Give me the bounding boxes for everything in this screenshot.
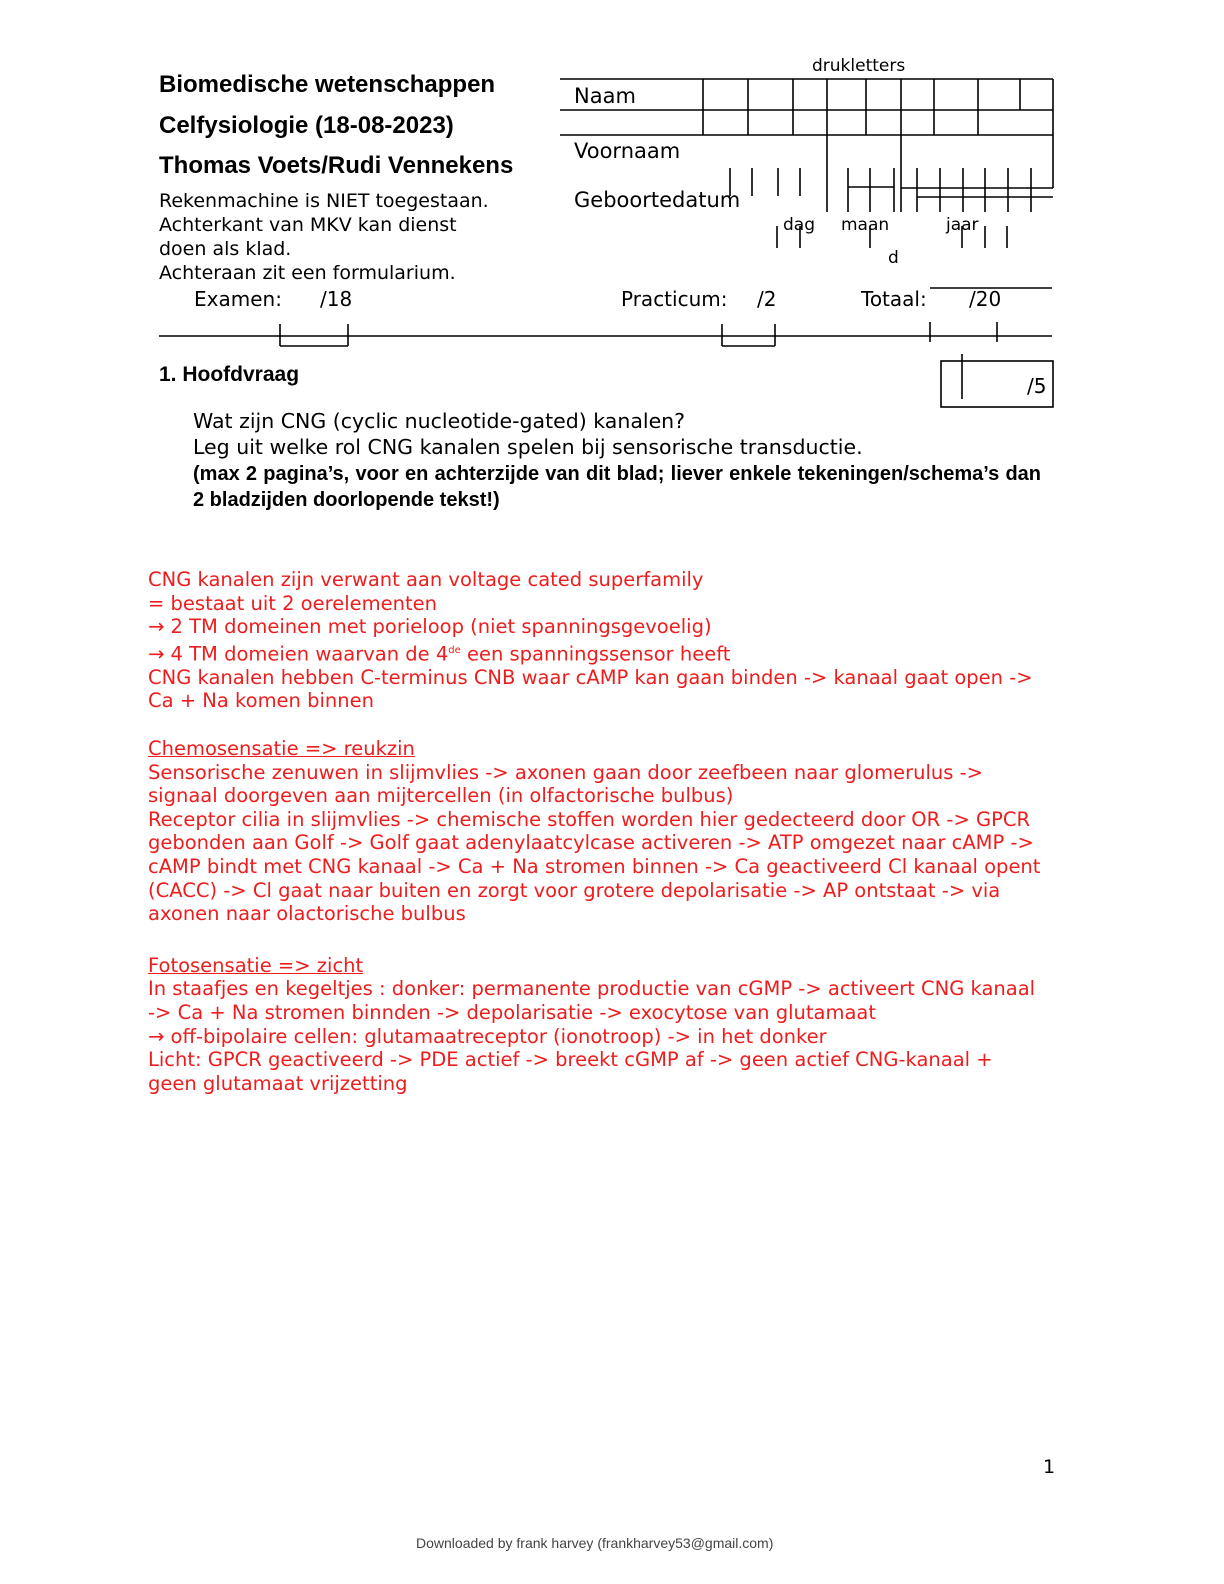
info-line-2: Achterkant van MKV kan dienst [159,214,457,236]
answer-p1-line-4 [148,639,1040,666]
teachers: Thomas Voets/Rudi Vennekens [159,152,514,179]
exam-title: Celfysiologie (18-08-2023) [159,112,454,139]
answer-p1-line: CNG kanalen hebben C-terminus CNB waar cAMP kan gaan binden -> kanaal gaat open -> [148,665,1033,689]
info-line-4: Achteraan zit een formularium. [159,262,456,284]
chemo-line: cAMP bindt met CNG kanaal -> Ca + Na stromen binnen -> Ca geactiveerd Cl kanaal opent [148,855,1041,879]
chemo-line: axonen naar olactorische bulbus [148,902,466,926]
geboortedatum-label: Geboortedatum [574,188,741,212]
practicum-label: Practicum: [621,287,728,311]
course-title: Biomedische wetenschappen [159,71,496,98]
maand-d-label: d [888,248,899,268]
answer-block [148,568,1040,1095]
answer-p1-line: CNG kanalen zijn verwant aan voltage cated superfamily [148,568,704,591]
foto-heading: Fotosensatie => zicht [148,953,364,977]
dag-label: dag [783,215,815,235]
examen-max: /18 [320,287,353,311]
totaal-max: /20 [969,287,1002,311]
question-line-1: Wat zijn CNG (cyclic nucleotide-gated) kanalen? [193,409,686,433]
foto-line: geen glutamaat vrijzetting [148,1071,408,1095]
info-line-3: doen als klad. [159,238,292,260]
chemo-line: Sensorische zenuwen in slijmvlies -> axonen gaan door zeefbeen naar glomerulus -> [148,760,983,784]
voornaam-label: Voornaam [574,139,681,163]
chemo-line: Receptor cilia in slijmvlies -> chemische stoffen worden hier gedecteerd door OR -> GPCR [148,807,1031,831]
chemo-line: signaal doorgeven aan mijtercellen (in olfactorische bulbus) [148,784,734,808]
chemo-heading: Chemosensatie => reukzin [148,737,415,761]
jaar-label: jaar [946,215,979,235]
question-max: /5 [1027,374,1047,398]
answer-p1-line: Ca + Na komen binnen [148,689,374,713]
answer-p1-line: → 2 TM domeinen met porieloop (niet spanningsgevoelig) [148,615,712,639]
answer-p1-line: = bestaat uit 2 oerelementen [148,591,437,615]
naam-label: Naam [574,84,636,108]
info-line-1: Rekenmachine is NIET toegestaan. [159,190,489,212]
practicum-max: /2 [757,287,777,311]
foto-line: Licht: GPCR geactiveerd -> PDE actief -> breekt cGMP af -> geen actief CNG-kanaal + [148,1048,993,1072]
chemo-line: (CACC) -> Cl gaat naar buiten en zorgt voor grotere depolarisatie -> AP ontstaat -> via [148,878,1001,902]
page-number: 1 [1043,1456,1056,1478]
maan-label: maan [841,215,890,235]
drukletters-label: drukletters [812,56,906,76]
foto-line: → off-bipolaire cellen: glutamaatreceptor (ionotroop) -> in het donker [148,1024,827,1048]
foto-line: In staafjes en kegeltjes : donker: permanente productie van cGMP -> activeert CNG kanaal [148,977,1036,1001]
answer-p1-l4-before: → 4 TM domeien waarvan de 4 [148,642,449,666]
foto-line: -> Ca + Na stromen binnden -> depolarisatie -> exocytose van glutamaat [148,1001,876,1024]
download-footer: Downloaded by frank harvey (frankharvey53@gmail.com) [416,1535,774,1551]
question-instruction: (max 2 pagina’s, voor en achterzijde van dit blad; liever enkele tekeningen/schema’s dan 2 bladzijden doorlopende tekst!) [193,463,1041,511]
answer-p1-l4-sup: de [448,644,461,656]
answer-p1-l4-after: een spanningssensor heeft [460,642,731,666]
examen-label: Examen: [194,287,282,311]
question-title: 1. Hoofdvraag [159,363,300,386]
question-line-2: Leg uit welke rol CNG kanalen spelen bij sensorische transductie. [193,435,863,459]
chemo-line: gebonden aan Golf -> Golf gaat adenylaatcylcase activeren -> ATP omgezet naar cAMP -> [148,831,1034,855]
totaal-label: Totaal: [861,287,927,311]
name-form-grid [0,0,1224,260]
